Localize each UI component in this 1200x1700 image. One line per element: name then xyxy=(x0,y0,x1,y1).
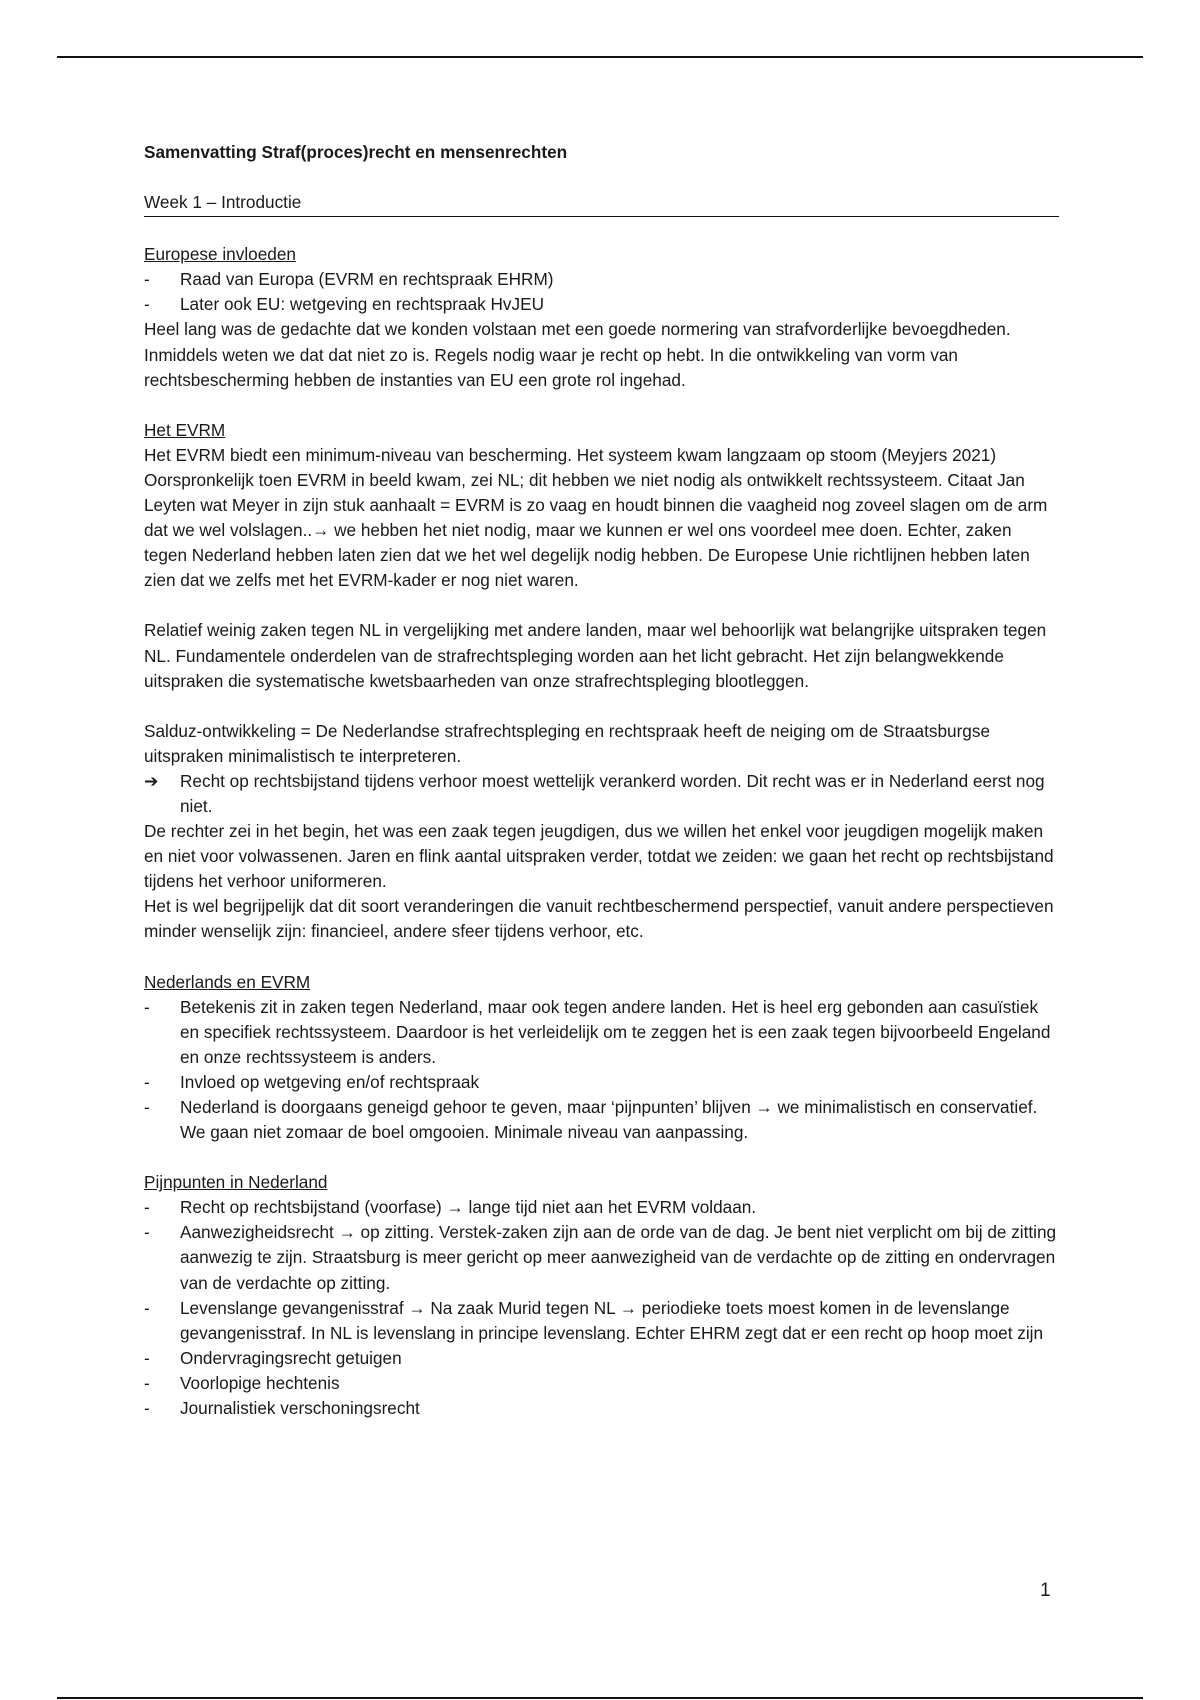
section-heading: Nederlands en EVRM xyxy=(144,971,311,992)
section-europese-invloeden xyxy=(144,242,1059,393)
arrow-icon: ➔ xyxy=(144,770,159,791)
dash-marker: - xyxy=(144,269,150,290)
section-heading: Pijnpunten in Nederland xyxy=(144,1172,328,1193)
list-item: - Journalistiek verschoningsrecht xyxy=(144,1396,1059,1421)
list-item: - Betekenis zit in zaken tegen Nederland, maar ook tegen andere landen. Het is heel erg gebonden aan casuïstiek en specifiek rechtssysteem. Daardoor is het verleidelijk om te zeggen het is een zaak tegen bijvoorbeeld Engeland en onze rechtssysteem is anders. xyxy=(144,996,1051,1067)
dash-marker: - xyxy=(144,996,150,1017)
section-heading: Het EVRM xyxy=(144,419,226,440)
section-nederlands-en-evrm xyxy=(144,970,1059,1146)
dash-marker: - xyxy=(144,294,150,315)
list-item: - Ondervragingsrecht getuigen xyxy=(144,1346,1059,1371)
list-item: - Voorlopige hechtenis xyxy=(144,1371,1059,1396)
paragraph: Het EVRM biedt een minimum-niveau van bescherming. Het systeem kwam langzaam op stoom (Meyjers 2021) Oorspronkelijk toen EVRM in beeld kwam, zei NL; dit hebben we niet nodig als ontwikkelt rechtssysteem. Citaat Jan Leyten wat Meyer in zijn stuk aanhaalt = EVRM is zo vaag en houdt binnen die vaagheid nog zoveel slagen om de arm dat we wel volslagen..→ we hebben het niet nodig, maar we kunnen er wel ons voordeel mee doen. Echter, zaken tegen Nederland hebben laten zien dat we het wel degelijk nodig hebben. De Europese Unie richtlijnen hebben laten zien dat we zelfs met het EVRM-kader er nog niet waren. xyxy=(144,444,1048,591)
dash-marker: - xyxy=(144,1372,150,1393)
arrow-list-item: ➔ Recht op rechtsbijstand tijdens verhoor moest wettelijk verankerd worden. Dit recht was er in Nederland eerst nog niet. xyxy=(144,770,1045,816)
section-heading: Europese invloeden xyxy=(144,244,296,265)
list-item: - Later ook EU: wetgeving en rechtspraak HvJEU xyxy=(144,292,1059,317)
header-rule xyxy=(57,56,1143,58)
paragraph: Heel lang was de gedachte dat we konden volstaan met een goede normering van strafvorderlijke bevoegdheden. Inmiddels weten we dat dat niet zo is. Regels nodig waar je recht op hebt. In die ontwikkeling van vorm van rechtsbescherming hebben de instanties van EU een grote rol ingehad. xyxy=(144,319,1011,390)
list-item: - Raad van Europa (EVRM en rechtspraak EHRM) xyxy=(144,267,1059,292)
document-body xyxy=(144,140,1059,1421)
paragraph: Het is wel begrijpelijk dat dit soort veranderingen die vanuit rechtbeschermend perspectief, vanuit andere perspectieven minder wenselijk zijn: financieel, andere sfeer tijdens verhoor, etc. xyxy=(144,896,1054,942)
document-title: Samenvatting Straf(proces)recht en mensenrechten xyxy=(144,142,568,162)
list-item: - Invloed op wetgeving en/of rechtspraak xyxy=(144,1070,1059,1095)
paragraph: De rechter zei in het begin, het was een zaak tegen jeugdigen, dus we willen het enkel voor jeugdigen mogelijk maken en niet voor volwassenen. Jaren en flink aantal uitspraken verder, totdat we zeiden: we gaan het recht op rechtsbijstand tijdens het verhoor uniformeren. xyxy=(144,821,1054,892)
week-heading: Week 1 – Introductie xyxy=(144,190,1059,217)
page-number: 1 xyxy=(1040,1580,1051,1601)
section-pijnpunten xyxy=(144,1170,1059,1421)
dash-marker: - xyxy=(144,1071,150,1092)
footer-rule xyxy=(57,1697,1143,1699)
dash-marker: - xyxy=(144,1197,150,1218)
dash-marker: - xyxy=(144,1398,150,1419)
dash-marker: - xyxy=(144,1097,150,1117)
list-item: - Levenslange gevangenisstraf → Na zaak Murid tegen NL → periodieke toets moest komen in de levenslange gevangenisstraf. In NL is levenslang in principe levenslang. Echter EHRM zegt dat er een recht op hoop moet zijn xyxy=(144,1297,1044,1343)
list-item: - Nederland is doorgaans geneigd gehoor te geven, maar ‘pijnpunten’ blijven → we minimalistisch en conservatief. We gaan niet zomaar de boel omgooien. Minimale niveau van aanpassing. xyxy=(144,1097,1038,1143)
dash-marker: - xyxy=(144,1297,150,1318)
section-het-evrm xyxy=(144,418,1059,945)
list-item: - Recht op rechtsbijstand (voorfase) → lange tijd niet aan het EVRM voldaan. xyxy=(144,1195,1059,1220)
list-item: - Aanwezigheidsrecht → op zitting. Verstek-zaken zijn aan de orde van de dag. Je bent niet verplicht om bij de zitting aanwezig te zijn. Straatsburg is meer gericht op meer aanwezigheid van de verdachte op de zitting en ondervragen van de verdachte op zitting. xyxy=(144,1222,1057,1293)
dash-marker: - xyxy=(144,1222,150,1243)
dash-marker: - xyxy=(144,1347,150,1368)
paragraph: Salduz-ontwikkeling = De Nederlandse strafrechtspleging en rechtspraak heeft de neiging om de Straatsburgse uitspraken minimalistisch te interpreteren. xyxy=(144,720,991,766)
paragraph: Relatief weinig zaken tegen NL in vergelijking met andere landen, maar wel behoorlijk wat belangrijke uitspraken tegen NL. Fundamentele onderdelen van de strafrechtspleging worden aan het licht gebracht. Het zijn belangwekkende uitspraken die systematische kwetsbaarheden van onze strafrechtspleging blootleggen. xyxy=(144,620,1047,691)
